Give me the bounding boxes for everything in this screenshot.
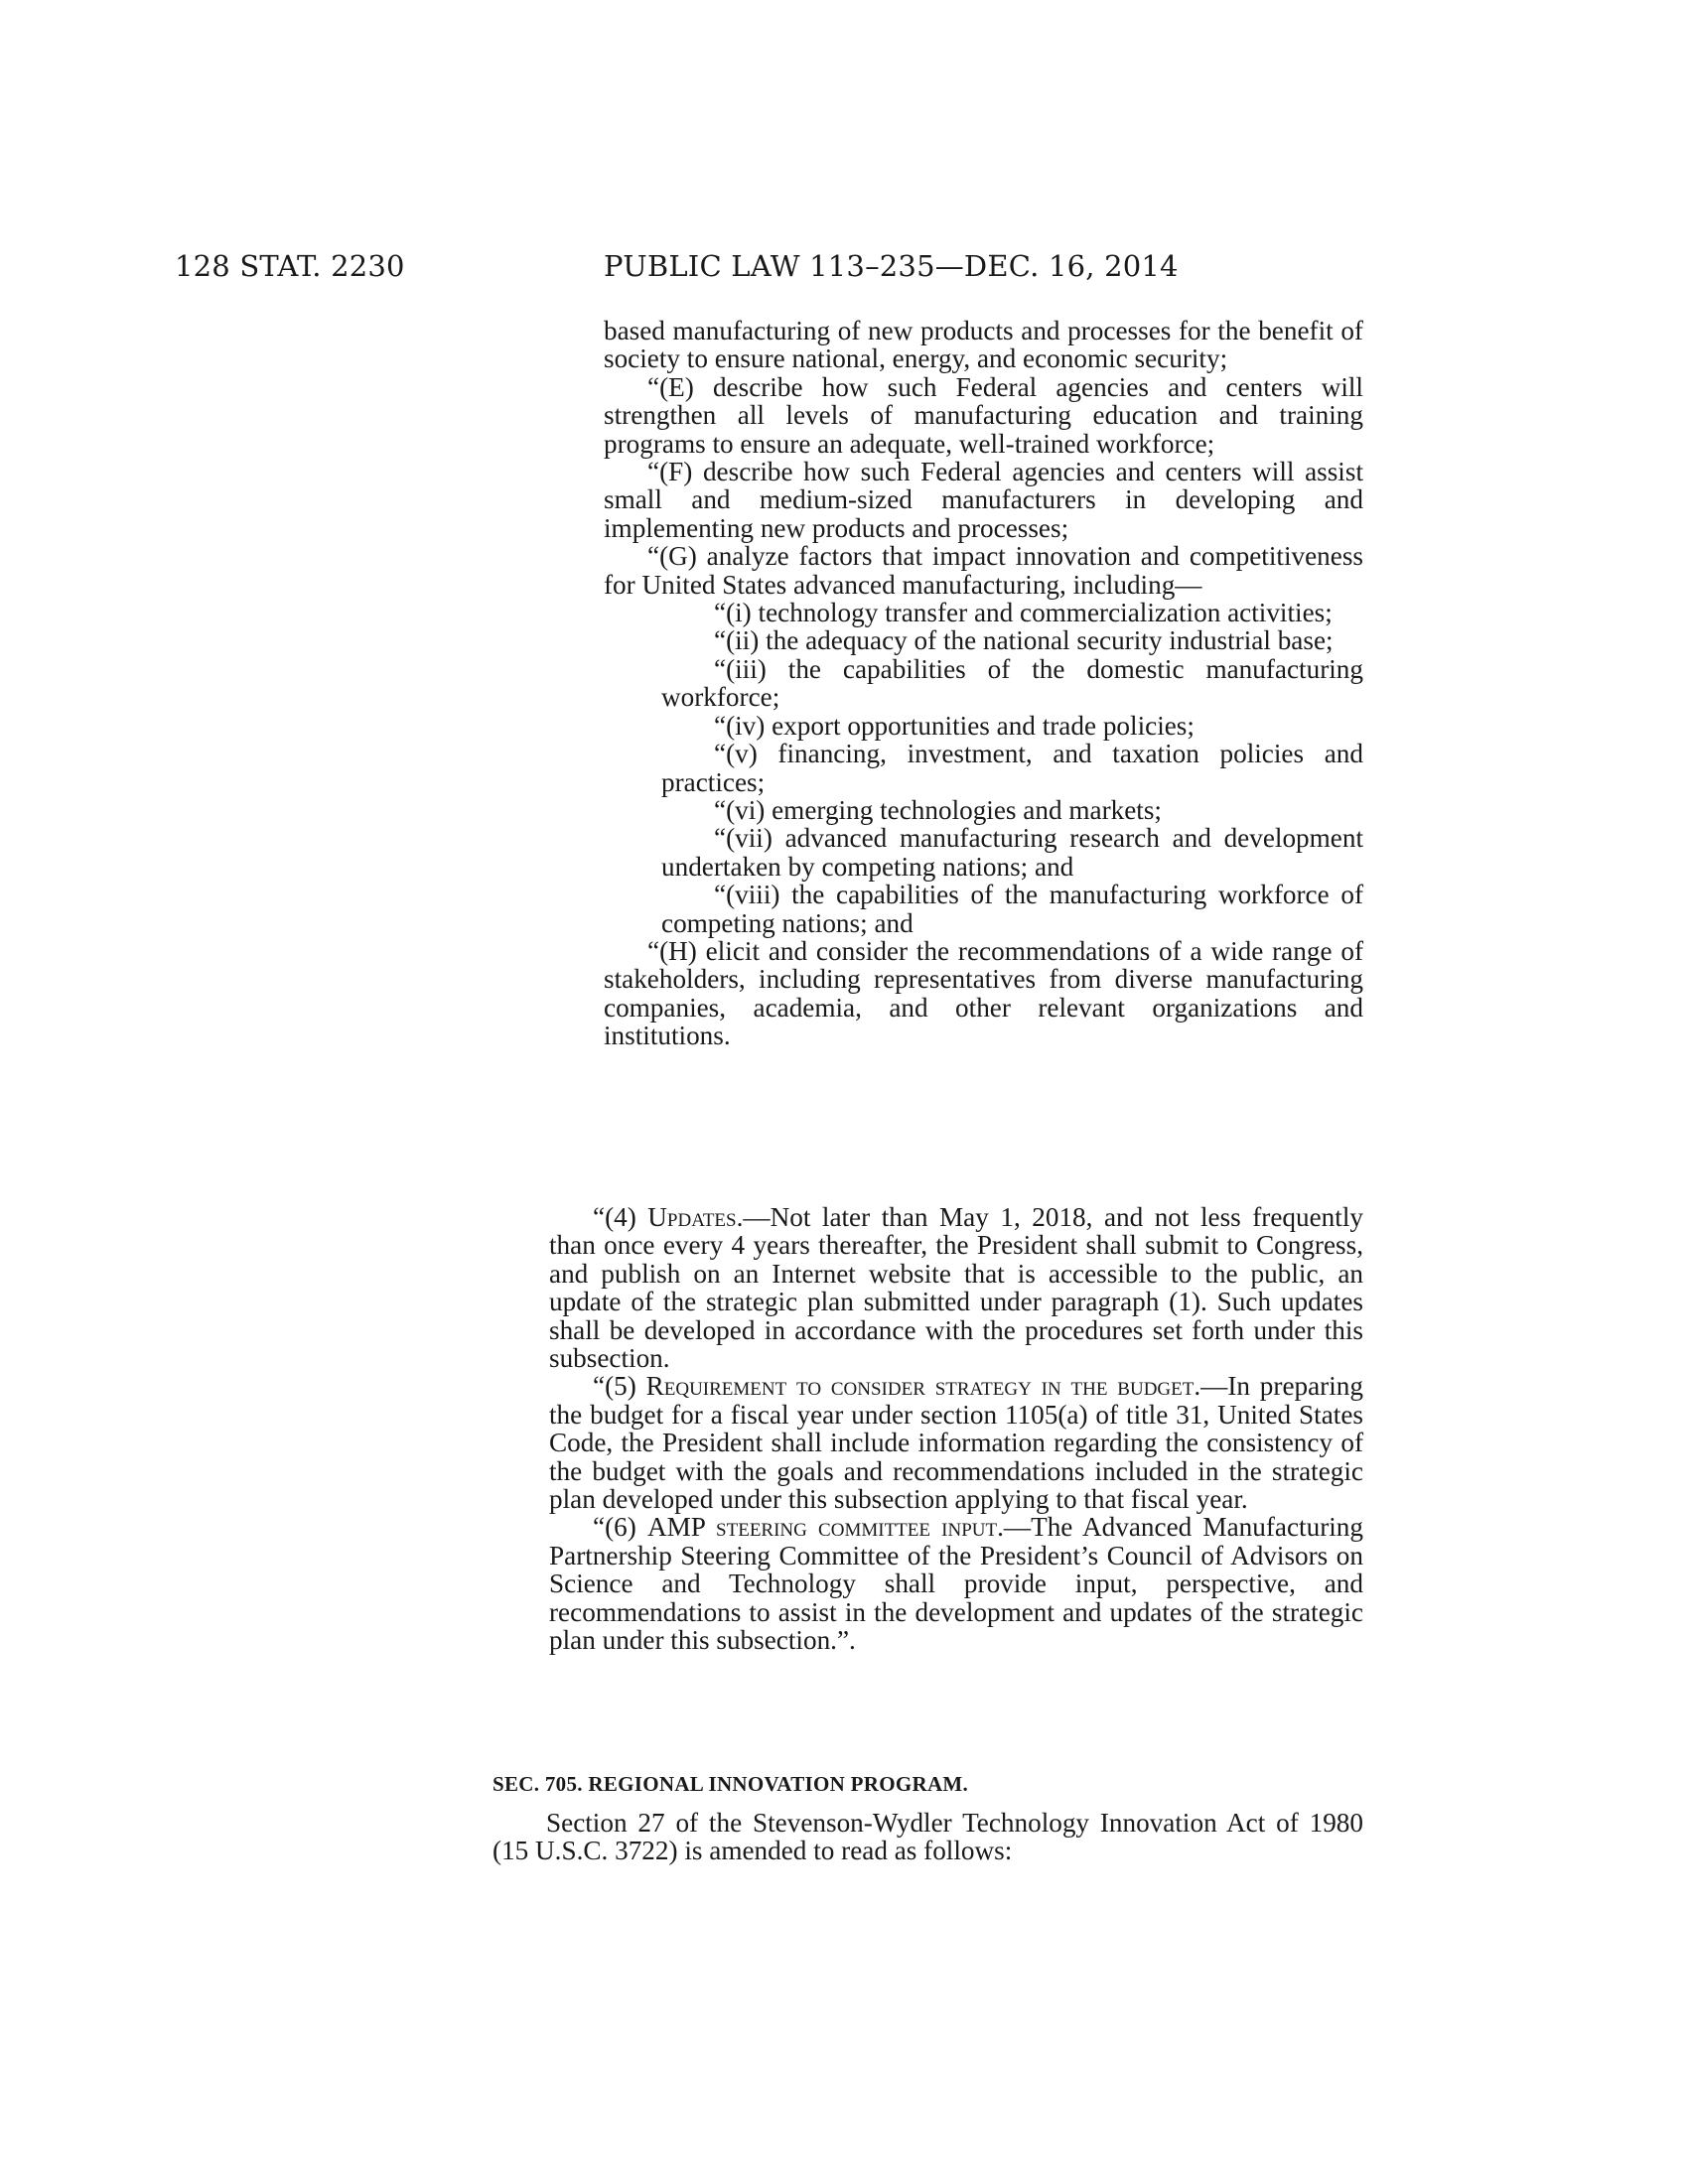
section-heading: SEC. 705. REGIONAL INNOVATION PROGRAM.	[492, 1772, 969, 1796]
clause-ii: “(ii) the adequacy of the national security industrial base;	[714, 625, 1334, 656]
subparagraph-e: “(E) describe how such Federal agencies and centers will strengthen all levels of manufacturing education and training programs to ensure an adequate, well-trained workforce;	[604, 371, 1363, 459]
paragraph-5	[549, 1372, 1363, 1513]
section-705-text: Section 27 of the Stevenson-Wydler Technology Innovation Act of 1980 (15 U.S.C. 3722) is amended to read as follows:	[492, 1808, 1363, 1866]
continued-paragraph: based manufacturing of new products and processes for the benefit of society to ensure national, energy, and economic security;	[604, 316, 1363, 374]
clause-vii: “(vii) advanced manufacturing research and development undertaken by competing nations; and	[661, 823, 1363, 882]
clause-vi: “(vi) emerging technologies and markets;	[714, 794, 1162, 825]
clause-i: “(i) technology transfer and commercialization activities;	[714, 598, 1333, 628]
clause-iv: “(iv) export opportunities and trade policies;	[714, 710, 1195, 741]
paragraph-5-text: .—In preparing the budget for a fiscal year under section 1105(a) of title 31, United States Code, the President shall include information regarding the consistency of the budget with the goals and recommendations included in the strategic plan developed under this subsection applying to that fiscal year.	[549, 1371, 1363, 1515]
statute-citation: 128 STAT. 2230	[175, 249, 405, 283]
subparagraph-block	[604, 317, 1363, 1050]
paragraph-6	[549, 1513, 1363, 1654]
paragraph-4	[549, 1203, 1363, 1372]
paragraph-block	[549, 1203, 1363, 1655]
section-body	[492, 1809, 1363, 1865]
paragraph-5-number: “(5)	[593, 1371, 646, 1402]
clause-iii: “(iii) the capabilities of the domestic manufacturing workforce;	[661, 653, 1363, 713]
clause-viii: “(viii) the capabilities of the manufacturing workforce of competing nations; and	[661, 880, 1363, 938]
page-header	[0, 249, 1688, 289]
paragraph-4-heading: Updates	[647, 1202, 737, 1232]
subparagraph-f: “(F) describe how such Federal agencies and centers will assist small and medium-sized manufacturers in developing and implementing new products and processes;	[604, 457, 1363, 543]
paragraph-5-heading: Requirement to consider strategy in the budget	[645, 1371, 1195, 1402]
subparagraph-h: “(H) elicit and consider the recommendations of a wide range of stakeholders, including representatives from diverse manufacturing companies, academia, and other relevant organizations and institutions.	[604, 935, 1363, 1051]
paragraph-6-text: .—The Advanced Manufacturing Partnership Steering Committee of the President’s Council of Advisors on Science and Technology shall provide input, perspective, and recommendations to assist in the development and updates of the strategic plan under this subsection.”.	[549, 1512, 1363, 1656]
subparagraph-g: “(G) analyze factors that impact innovation and competitiveness for United States advanced manufacturing, including—	[604, 541, 1363, 600]
paragraph-4-number: “(4)	[593, 1202, 648, 1232]
public-law-title: PUBLIC LAW 113–235—DEC. 16, 2014	[604, 249, 1179, 283]
clause-v: “(v) financing, investment, and taxation policies and practices;	[661, 739, 1363, 797]
paragraph-6-number: “(6)	[593, 1512, 647, 1543]
paragraph-6-heading: AMP steering committee input	[646, 1512, 998, 1543]
paragraph-4-text: .—Not later than May 1, 2018, and not less frequently than once every 4 years thereafter, the President shall submit to Congress, and publish on an Internet website that is accessible to the public, an update of the strategic plan submitted under paragraph (1). Such updates shall be developed in accordance with the procedures set forth under this subsection.	[549, 1202, 1363, 1374]
